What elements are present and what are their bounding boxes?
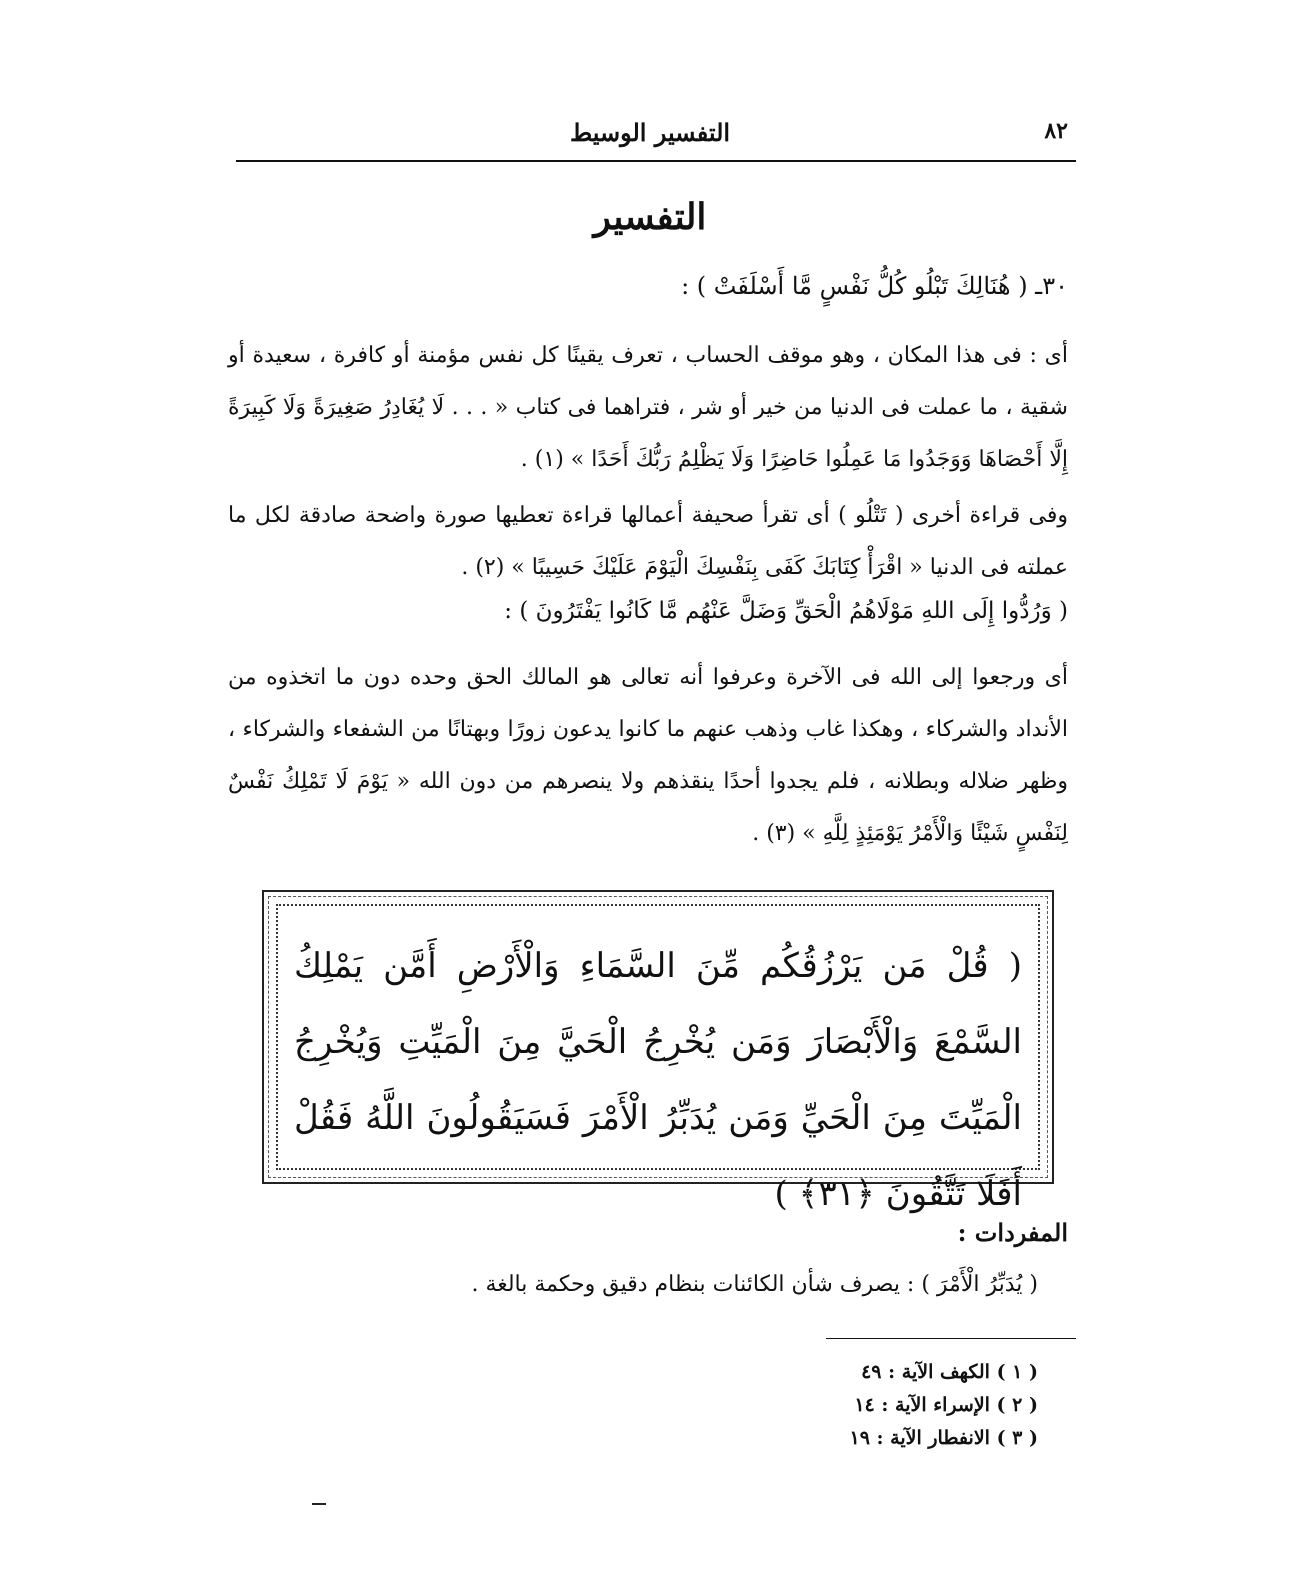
quran-verse-31-text: ( قُلْ مَن يَرْزُقُكُم مِّنَ السَّمَاءِ وَالْأَرْضِ أَمَّن يَمْلِكُ السَّمْعَ وَالْأَبْصَارَ وَمَن يُخْرِجُ الْحَيَّ مِنَ الْمَيِّتِ وَيُخْرِجُ الْمَيِّتَ مِنَ الْحَيِّ وَمَن يُدَبِّرُ الْأَمْرَ فَسَيَقُولُونَ اللَّهُ فَقُلْ أَفَلَا تَتَّقُونَ ﴿٣١﴾ ) [294,946,1022,1214]
page-number: ٨٢ [1044,118,1068,144]
commentary-paragraph-2: وفى قراءة أخرى ( تَتْلُو ) أى تقرأ صحيفة أعمالها قراءة تعطيها صورة واضحة صادقة لكل ما عملته فى الدنيا « اقْرَأْ كِتَابَكَ كَفَى بِنَفْسِكَ الْيَوْمَ عَلَيْكَ حَسِيبًا » (٢) . [228,503,1068,580]
footnote-divider [826,1338,1076,1339]
footnote-3: ( ٣ ) الانفطار الآية : ١٩ [849,1427,1038,1449]
footnote-1: ( ١ ) الكهف الآية : ٤٩ [861,1361,1038,1383]
scan-artifact [312,1503,326,1505]
quran-verse-frame [262,890,1054,1214]
header-divider [236,160,1076,162]
footnotes [738,1356,1038,1455]
verse-subheading: ( وَرُدُّوا إِلَى اللهِ مَوْلَاهُمُ الْحَقِّ وَضَلَّ عَنْهُم مَّا كَانُوا يَفْتَرُونَ ) : [504,598,1068,624]
running-header-title: التفسير الوسيط [569,118,731,147]
section-title: التفسير [593,196,707,238]
vocabulary-heading: المفردات : [957,1218,1068,1247]
vocabulary-entry: ( يُدَبِّرُ الْأَمْرَ ) : يصرف شأن الكائنات بنظام دقيق وحكمة بالغة . [471,1272,1038,1297]
verse-heading-30: ٣٠ـ ( هُنَالِكَ تَبْلُو كُلُّ نَفْسٍ مَّا أَسْلَفَتْ ) : [681,272,1068,300]
commentary-paragraph-1: أى : فى هذا المكان ، وهو موقف الحساب ، تعرف يقينًا كل نفس مؤمنة أو كافرة ، سعيدة أو شقية ، ما عملت فى الدنيا من خير أو شر ، فتراهما فى كتاب « . . . لَا يُغَادِرُ صَغِيرَةً وَلَا كَبِيرَةً إِلَّا أَحْصَاهَا وَوَجَدُوا مَا عَمِلُوا حَاضِرًا وَلَا يَظْلِمُ رَبُّكَ أَحَدًا » (١) . [228,343,1068,472]
footnote-2: ( ٢ ) الإسراء الآية : ١٤ [854,1394,1038,1416]
commentary-paragraph-3: أى ورجعوا إلى الله فى الآخرة وعرفوا أنه تعالى هو المالك الحق وحده دون ما اتخذوه من الأنداد والشركاء ، وهكذا غاب وذهب عنهم ما كانوا يدعون زورًا وبهتانًا من الشفعاء والشركاء ، وظهر ضلاله وبطلانه ، فلم يجدوا أحدًا ينقذهم ولا ينصرهم من دون الله « يَوْمَ لَا تَمْلِكُ نَفْسٌ لِنَفْسٍ شَيْئًا وَالْأَمْرُ يَوْمَئِذٍ لِلَّهِ » (٣) . [228,665,1068,846]
